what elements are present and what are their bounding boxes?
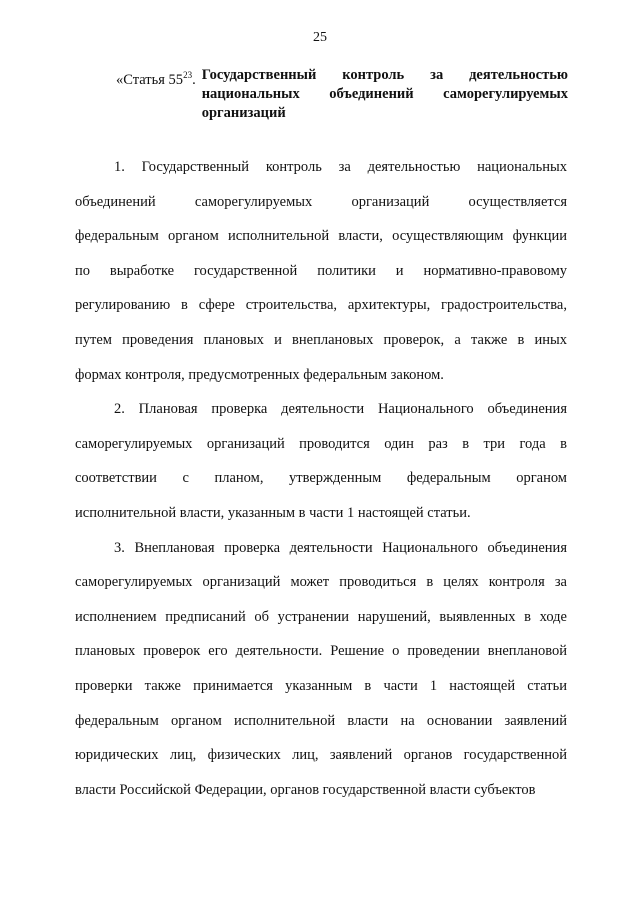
- paragraph-line: объединений саморегулируемых организаций осуществляется: [75, 193, 567, 210]
- page-number: 25: [313, 30, 327, 45]
- paragraph-line: по выработке государственной политики и нормативно-правовому: [75, 262, 567, 279]
- paragraph-line: 3. Внеплановая проверка деятельности Национального объединения: [114, 539, 567, 556]
- article-body: [75, 150, 567, 807]
- article-number: [116, 66, 196, 123]
- paragraph-line: проверки также принимается указанным в части 1 настоящей статьи: [75, 677, 567, 694]
- paragraph-line: 1. Государственный контроль за деятельностью национальных: [114, 159, 567, 175]
- paragraph-line: плановых проверок его деятельности. Решение о проведении внеплановой: [75, 643, 567, 660]
- paragraph-3: [75, 531, 567, 808]
- paragraph-line: формах контроля, предусмотренных федеральным законом.: [75, 366, 444, 383]
- article-superscript: 23: [183, 70, 193, 80]
- paragraph-line: юридических лиц, физических лиц, заявлений органов государственной: [75, 747, 567, 764]
- article-title: Государственный контроль за деятельностью национальных объединений саморегулируемых организаций: [201, 67, 568, 121]
- paragraph-line: власти Российской Федерации, органов государственной власти субъектов: [75, 781, 536, 798]
- paragraph-line: федеральным органом исполнительной власти, осуществляющим функции: [75, 228, 567, 245]
- article-label-dot: .: [192, 72, 196, 88]
- paragraph-line: саморегулируемых организаций проводится один раз в три года в: [75, 435, 567, 452]
- paragraph-line: соответствии с планом, утвержденным федеральным органом: [75, 470, 567, 487]
- paragraph-line: регулированию в сфере строительства, архитектуры, градостроительства,: [75, 297, 567, 314]
- paragraph-line: 2. Плановая проверка деятельности Национального объединения: [114, 401, 567, 418]
- article-label: «Статья 55: [116, 72, 184, 88]
- paragraph-line: саморегулируемых организаций может проводиться в целях контроля за: [75, 574, 567, 591]
- article-heading: [116, 66, 568, 123]
- paragraph-1: [75, 150, 567, 392]
- paragraph-line: путем проведения плановых и внеплановых проверок, а также в иных: [75, 331, 567, 348]
- paragraph-line: исполнительной власти, указанным в части 1 настоящей статьи.: [75, 504, 471, 521]
- paragraph-line: исполнением предписаний об устранении нарушений, выявленных в ходе: [75, 608, 567, 625]
- paragraph-2: [75, 392, 567, 530]
- paragraph-line: федеральным органом исполнительной власти на основании заявлений: [75, 712, 567, 729]
